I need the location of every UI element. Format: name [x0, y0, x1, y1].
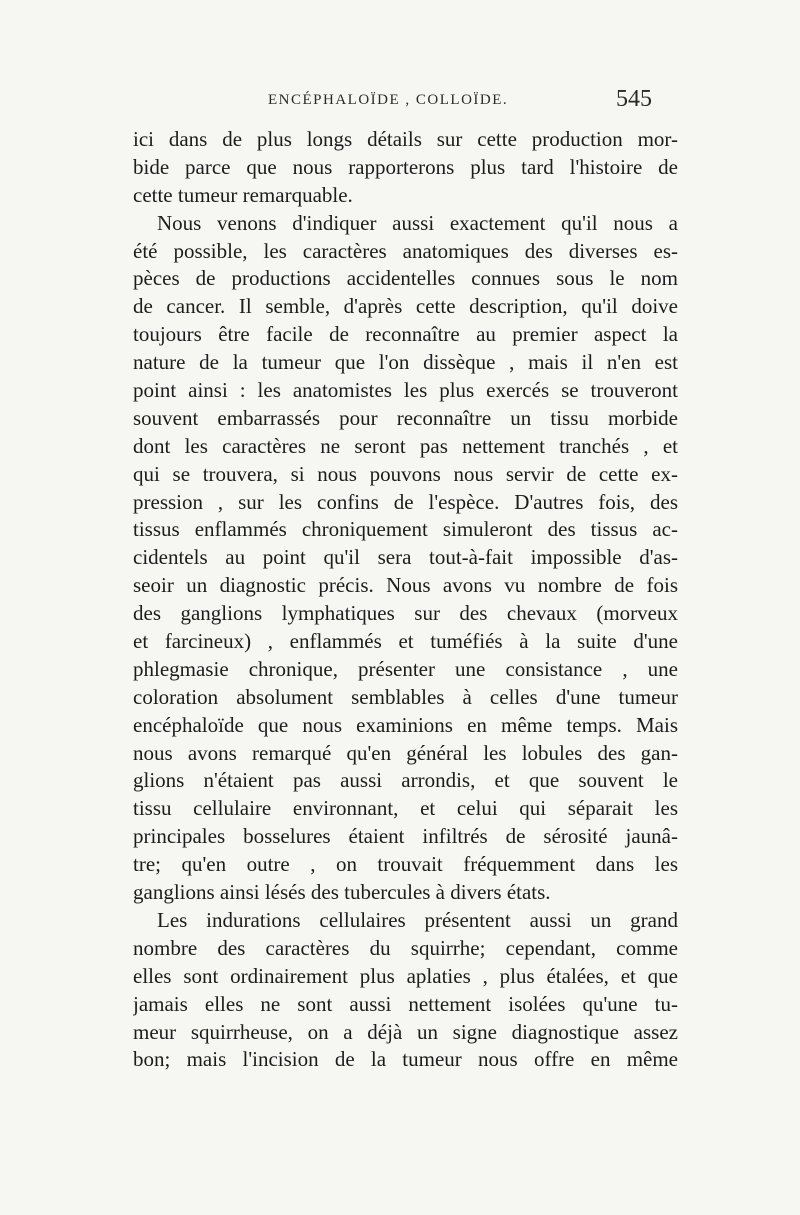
text-line: point ainsi : les anatomistes les plus exercés se trouveront: [133, 378, 678, 403]
text-line: de cancer. Il semble, d'après cette description, qu'il doive: [133, 294, 678, 319]
text-line: bon; mais l'incision de la tumeur nous offre en même: [133, 1047, 678, 1072]
text-line: jamais elles ne sont aussi nettement isolées qu'une tu-: [133, 991, 678, 1016]
text-line: bide parce que nous rapporterons plus tard l'histoire de: [133, 154, 678, 179]
text-line: cidentels au point qu'il sera tout-à-fait impossible d'as-: [133, 545, 678, 570]
text-line: tre; qu'en outre , on trouvait fréquemment dans les: [133, 852, 678, 877]
running-head: ENCÉPHALOÏDE , COLLOÏDE.: [268, 92, 509, 108]
text-line: elles sont ordinairement plus aplaties , plus étalées, et que: [133, 963, 678, 988]
text-line: pèces de productions accidentelles connues sous le nom: [133, 266, 678, 291]
text-line: glions n'étaient pas aussi arrondis, et que souvent le: [133, 768, 678, 793]
text-line: souvent embarrassés pour reconnaître un tissu morbide: [133, 405, 678, 430]
page-number: 545: [616, 86, 652, 112]
text-line: pression , sur les confins de l'espèce. D'autres fois, des: [133, 489, 678, 514]
text-line: tissu cellulaire environnant, et celui qui séparait les: [133, 796, 678, 821]
text-line: toujours être facile de reconnaître au premier aspect la: [133, 322, 678, 347]
text-line: qui se trouvera, si nous pouvons nous servir de cette ex-: [133, 461, 678, 486]
text-line: phlegmasie chronique, présenter une consistance , une: [133, 656, 678, 681]
text-line: ici dans de plus longs détails sur cette production mor-: [133, 127, 678, 151]
text-line: nombre des caractères du squirrhe; cependant, comme: [133, 935, 678, 960]
text-line: cette tumeur remarquable.: [133, 182, 353, 207]
text-line: encéphaloïde que nous examinions en même temps. Mais: [133, 712, 678, 737]
text-line: coloration absolument semblables à celles d'une tumeur: [133, 684, 678, 709]
text-line: des ganglions lymphatiques sur des chevaux (morveux: [133, 601, 678, 626]
text-line: meur squirrheuse, on a déjà un signe diagnostique assez: [133, 1019, 678, 1044]
body-text: [133, 126, 678, 1074]
text-line: et farcineux) , enflammés et tuméfiés à la suite d'une: [133, 629, 678, 654]
text-line: nous avons remarqué qu'en général les lobules des gan-: [133, 740, 678, 765]
text-line: nature de la tumeur que l'on dissèque , mais il n'en est: [133, 350, 678, 375]
text-line: seoir un diagnostic précis. Nous avons vu nombre de fois: [133, 573, 678, 598]
paragraph-start-line: Les indurations cellulaires présentent aussi un grand: [157, 907, 678, 932]
text-line: tissus enflammés chroniquement simuleront des tissus ac-: [133, 517, 678, 542]
text-line: dont les caractères ne seront pas nettement tranchés , et: [133, 433, 678, 458]
paragraph-start-line: Nous venons d'indiquer aussi exactement qu'il nous a: [157, 210, 678, 235]
text-line: principales bosselures étaient infiltrés de sérosité jaunâ-: [133, 824, 678, 849]
text-line: ganglions ainsi lésés des tubercules à divers états.: [133, 880, 551, 905]
text-line: été possible, les caractères anatomiques des diverses es-: [133, 238, 678, 263]
